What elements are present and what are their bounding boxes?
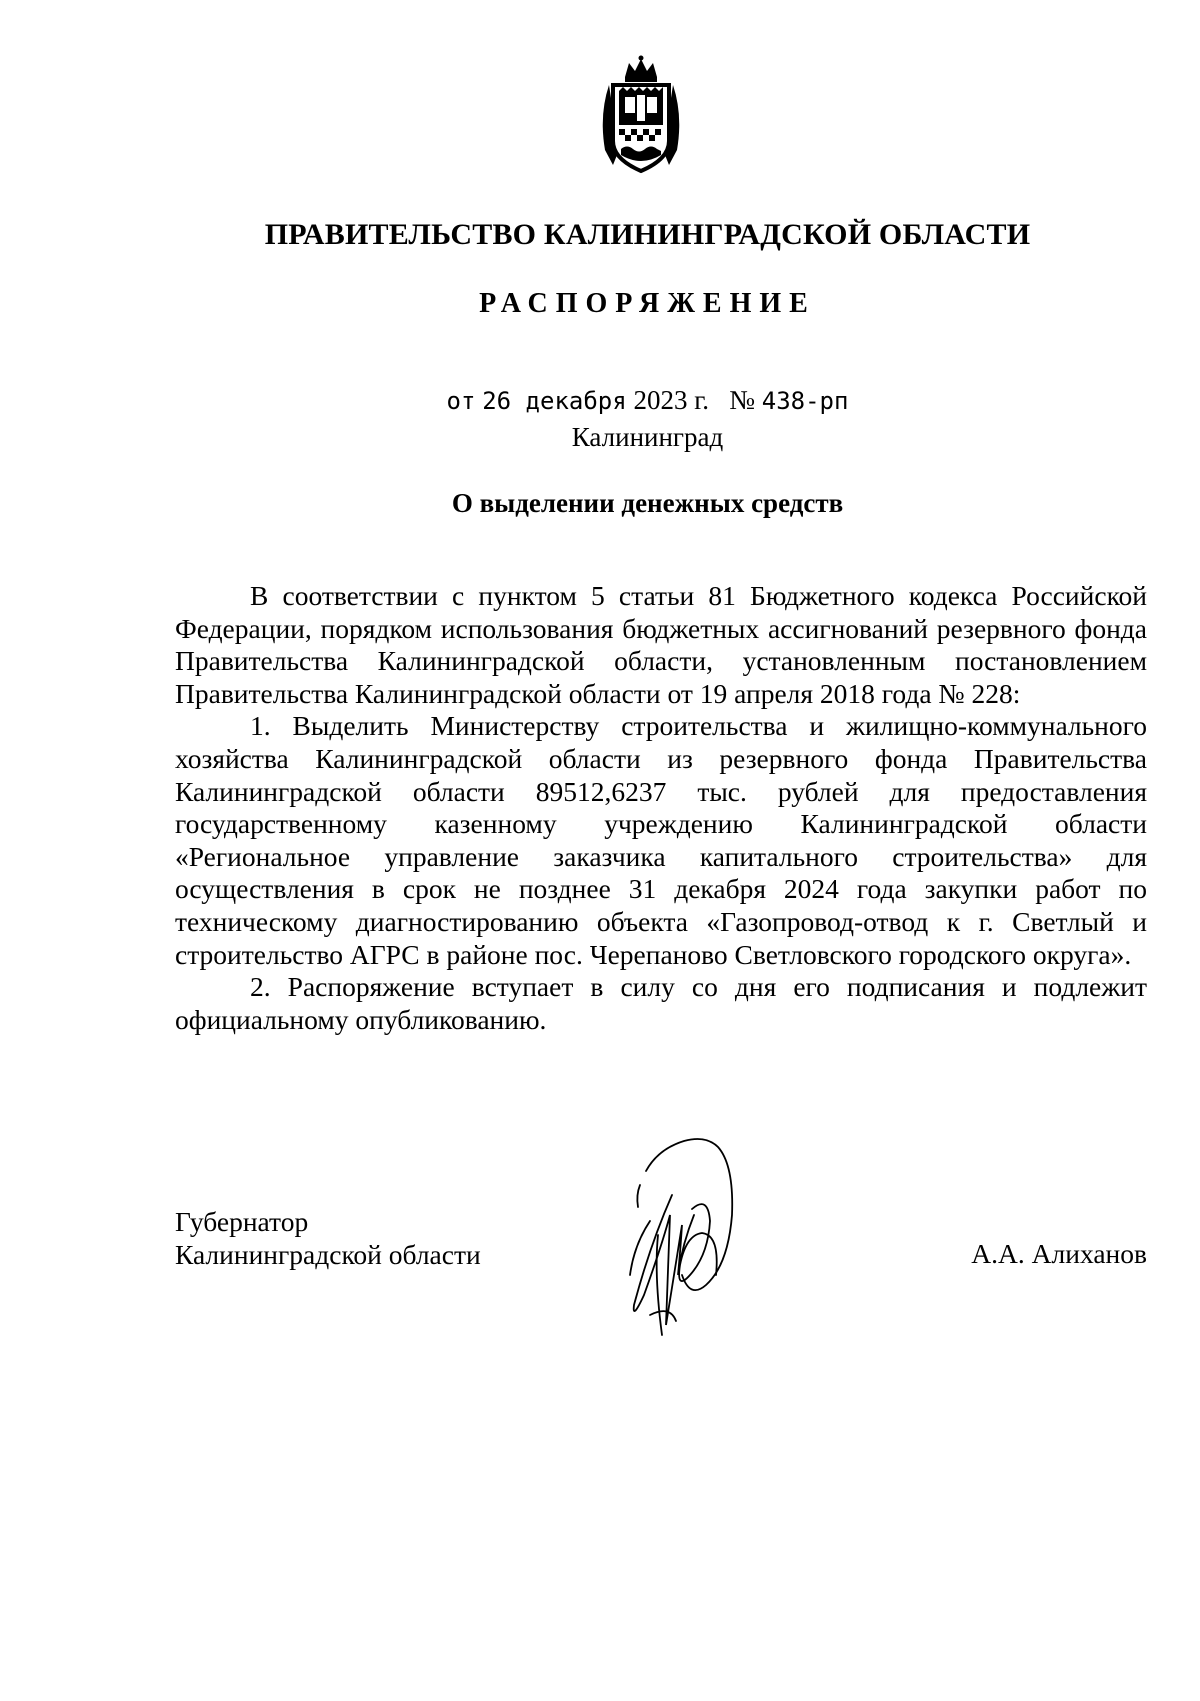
city-name: Калининград [571,422,724,452]
document-type-title: РАСПОРЯЖЕНИЕ [479,288,816,319]
document-number: 438-рп [761,387,849,415]
government-title: ПРАВИТЕЛЬСТВО КАЛИНИНГРАДСКОЙ ОБЛАСТИ [264,218,1031,251]
document-subject: О выделении денежных средств [451,488,844,518]
date-number-line [0,385,1200,416]
body-paragraph-preamble: В соответствии с пунктом 5 статьи 81 Бюджетного кодекса Российской Федерации, порядком использования бюджетных ассигнований резервного фонда Правительства Калининградской области, установленным постановлением Правительства Калининградской области от 19 апреля 2018 года № 228: [175,580,1147,709]
number-sign: № [729,385,755,415]
document-body [175,580,1147,1036]
date-prefix: от [446,387,476,415]
signatory-name: А.А. Алиханов [971,1238,1147,1269]
date-year: 2023 г. [633,385,709,415]
body-paragraph-item-1: 1. Выделить Министерству строительства и жилищно-коммунального хозяйства Калининградской области из резервного фонда Правительства Калининградской области 89512,6237 тыс. рублей для предоставления государственному казенному учреждению Калининградской области «Региональное управление заказчика капитального строительства» для осуществления в срок не позднее 31 декабря 2024 года закупки работ по техническому диагностированию объекта «Газопровод-отвод к г. Светлый и строительство АГРС в районе пос. Черепаново Светловского городского округа». [175,710,1147,970]
signatory-role-line-1: Губернатор [175,1206,309,1237]
signatory-role [175,1205,481,1271]
coat-of-arms-icon [595,55,687,177]
body-paragraph-item-2: 2. Распоряжение вступает в силу со дня его подписания и подлежит официальному опубликованию. [175,971,1147,1035]
signatory-role-line-2: Калининградской области [175,1239,481,1270]
date-day-month: 26 декабря [482,387,627,415]
handwritten-signature-icon [610,1125,785,1355]
